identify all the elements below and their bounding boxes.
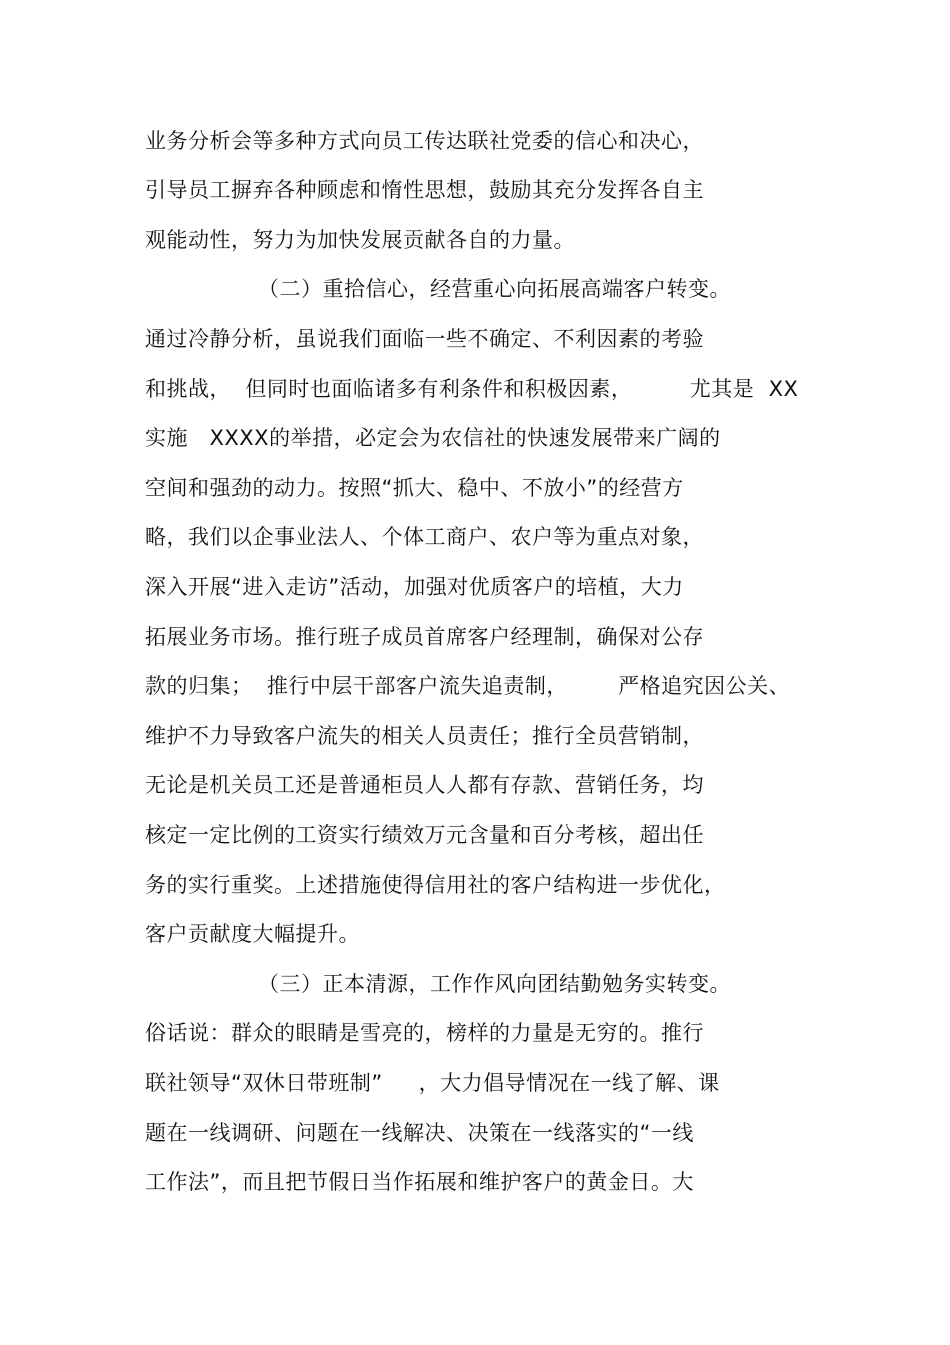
text-line: 略，我们以企事业法人、个体工商户、农户等为重点对象， <box>145 525 704 549</box>
text-line: 空间和强劲的动力。按照“抓大、稳中、不放小”的经营方 <box>145 476 684 500</box>
text-line: 客户贡献度大幅提升。 <box>145 922 360 946</box>
text-line: 维护不力导致客户流失的相关人员责任；推行全员营销制， <box>145 724 704 748</box>
text-line: 深入开展“进入走访”活动，加强对优质客户的培植，大力 <box>145 575 684 599</box>
text-line: 实施 XXXX的举措，必定会为农信社的快速发展带来广阔的 <box>145 426 721 450</box>
text-line: 通过冷静分析，虽说我们面临一些不确定、不利因素的考验 <box>145 327 704 351</box>
section-heading-2: （二）重拾信心，经营重心向拓展高端客户转变。 <box>258 277 731 301</box>
text-line: 款的归集； 推行中层干部客户流失追责制， 严格追究因公关、 <box>145 674 791 698</box>
text-line: 核定一定比例的工资实行绩效万元含量和百分考核，超出任 <box>145 823 704 847</box>
text-line: 俗话说：群众的眼睛是雪亮的，榜样的力量是无穷的。推行 <box>145 1021 704 1045</box>
section-heading-3: （三）正本清源，工作作风向团结勤勉务实转变。 <box>258 972 731 996</box>
text-line: 工作法”，而且把节假日当作拓展和维护客户的黄金日。大 <box>145 1170 694 1194</box>
text-line: 务的实行重奖。上述措施使得信用社的客户结构进一步优化， <box>145 873 726 897</box>
text-line: 业务分析会等多种方式向员工传达联社党委的信心和决心， <box>145 129 704 153</box>
text-line: 题在一线调研、问题在一线解决、决策在一线落实的“一线 <box>145 1121 694 1145</box>
text-line: 引导员工摒弃各种顾虑和惰性思想，鼓励其充分发挥各自主 <box>145 178 704 202</box>
text-line: 拓展业务市场。推行班子成员首席客户经理制，确保对公存 <box>145 625 704 649</box>
text-line: 观能动性，努力为加快发展贡献各自的力量。 <box>145 228 575 252</box>
text-line: 和挑战， 但同时也面临诸多有利条件和积极因素， 尤其是 XX <box>145 377 799 401</box>
text-line: 无论是机关员工还是普通柜员人人都有存款、营销任务，均 <box>145 773 704 797</box>
text-line: 联社领导“双休日带班制” ，大力倡导情况在一线了解、课 <box>145 1071 720 1095</box>
